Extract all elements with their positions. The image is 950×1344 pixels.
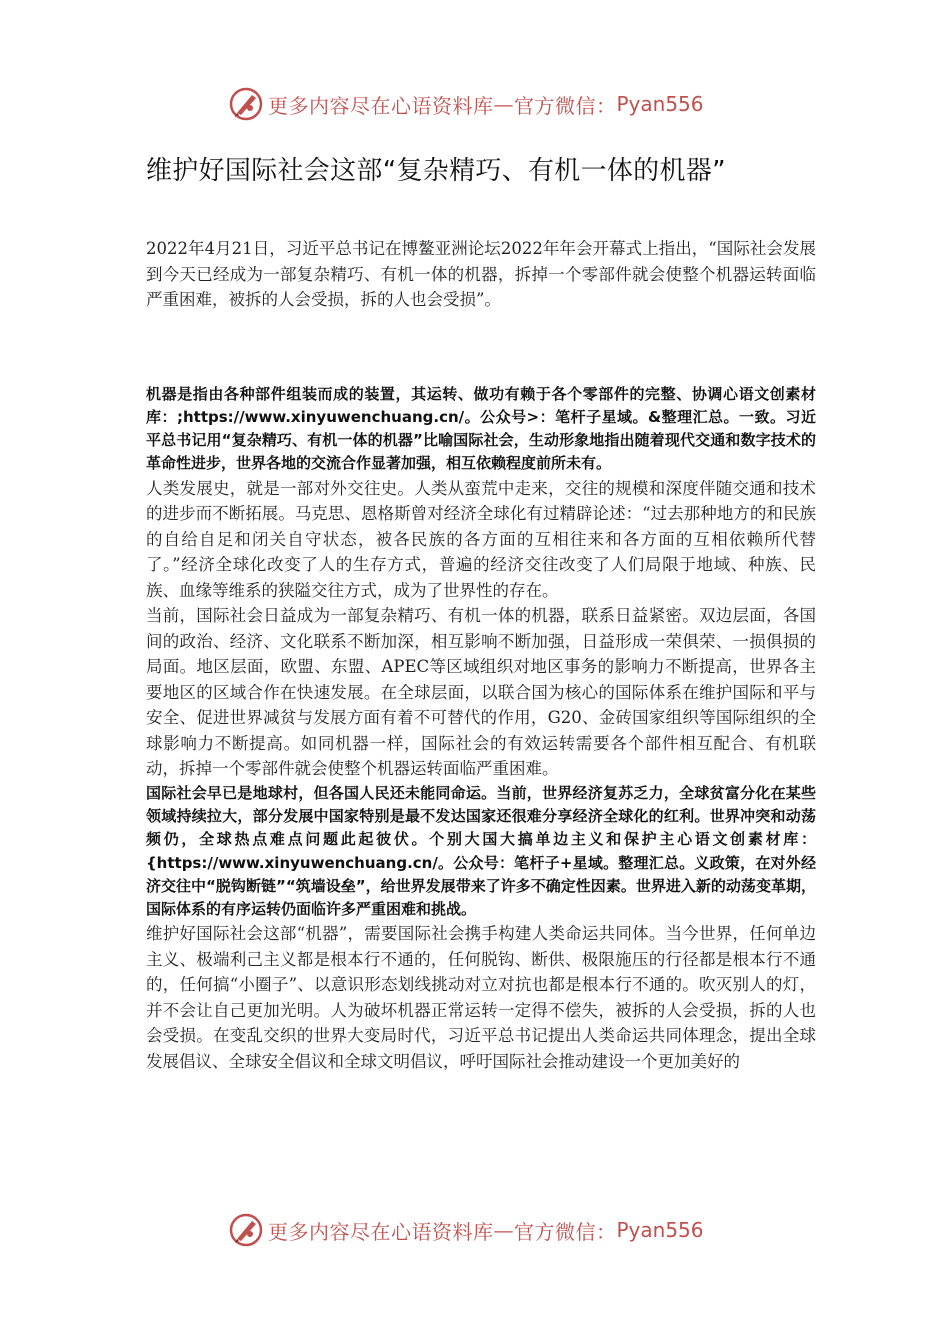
paragraph-global-village: 国际社会早已是地球村，但各国人民还未能同命运。当前，世界经济复苏乏力，全球贫富分化在某些领域持续拉大，部分发展中国家特别是最不发达国家还很难分享经济全球化的红利。世界冲突和动荡频仍，全球热点难点问题此起彼伏。个别大国大搞单边主义和保护主心语文创素材库：{https://www.xinyuwenchuang.cn/。公众号：笔杆子+星域。整理汇总。义政策，在对外经济交往中“脱钩断链”“筑墙设垒”，给世界发展带来了许多不确定性因素。世界进入新的动荡变革期，国际体系的有序运转仍面临许多严重困难和挑战。 [146,783,816,919]
banner-label: 官方微信： [514,93,617,118]
banner-separator: — [493,1218,514,1242]
banner-site-text: 更多内容尽在心语资料库 [268,1219,494,1244]
banner-wechat-id: Pyan556 [616,1218,704,1242]
banner-site-text: 更多内容尽在心语资料库 [268,93,494,118]
paragraph-history: 人类发展史，就是一部对外交往史。人类从蛮荒中走来，交往的规模和深度伴随交通和技术的进步而不断拓展。马克思、恩格斯曾对经济全球化有过精辟论述：“过去那种地方的和民族的自给自足和闭关自守状态，被各民族的各方面的互相往来和各方面的互相依赖所代替了。”经济全球化改变了人的生存方式，普遍的经济交往改变了人们局限于地域、种族、民族、血缘等维系的狭隘交往方式，成为了世界性的存在。 [146,478,816,600]
paragraph-machine: 机器是指由各种部件组装而成的装置，其运转、做功有赖于各个零部件的完整、协调心语文创素材库：;https://www.xinyuwenchuang.cn/。公众号>：笔杆子星域。&整理汇总。一致。习近平总书记用“复杂精巧、有机一体的机器”比喻国际社会，生动形象地指出随着现代交通和数字技术的革命性进步，世界各地的交流合作显著加强，相互依赖程度前所未有。 [146,384,816,473]
banner-label: 官方微信： [514,1219,617,1244]
article-body [146,236,816,1074]
paragraph-current: 当前，国际社会日益成为一部复杂精巧、有机一体的机器，联系日益紧密。双边层面，各国间的政治、经济、文化联系不断加深，相互影响不断加强，日益形成一荣俱荣、一损俱损的局面。地区层面，欧盟、东盟、APEC等区域组织对地区事务的影响力不断提高，世界各主要地区的区域合作在快速发展。在全球层面，以联合国为核心的国际体系在维护国际和平与安全、促进世界减贫与发展方面有着不可替代的作用，G20、金砖国家组织等国际组织的全球影响力不断提高。如同机器一样，国际社会的有效运转需要各个部件相互配合、有机联动，拆掉一个零部件就会使整个机器运转面临严重困难。 [146,606,816,779]
page-title: 维护好国际社会这部“复杂精巧、有机一体的机器” [146,156,726,186]
pen-logo-icon [228,86,264,122]
paragraph-intro: 2022年4月21日，习近平总书记在博鳌亚洲论坛2022年年会开幕式上指出，“国际社会发展到今天已经成为一部复杂精巧、有机一体的机器，拆掉一个零部件就会使整个机器运转面临严重困难，被拆的人会受损，拆的人也会受损”。 [146,239,816,309]
pen-logo-icon [228,1212,264,1248]
banner-separator: — [493,92,514,116]
paragraph-maintain: 维护好国际社会这部“机器”，需要国际社会携手构建人类命运共同体。当今世界，任何单边主义、极端利己主义都是根本行不通的，任何脱钩、断供、极限施压的行径都是根本行不通的，任何搞“小圈子”、以意识形态划线挑动对立对抗也都是根本行不通的。吹灭别人的灯，并不会让自己更加光明。人为破坏机器正常运转一定得不偿失，被拆的人会受损，拆的人也会受损。在变乱交织的世界大变局时代，习近平总书记提出人类命运共同体理念，提出全球发展倡议、全球安全倡议和全球文明倡议，呼吁国际社会推动建设一个更加美好的 [146,924,816,1071]
banner-wechat-id: Pyan556 [616,92,704,116]
footer-watermark-banner [0,1210,950,1250]
header-watermark-banner [0,84,950,124]
